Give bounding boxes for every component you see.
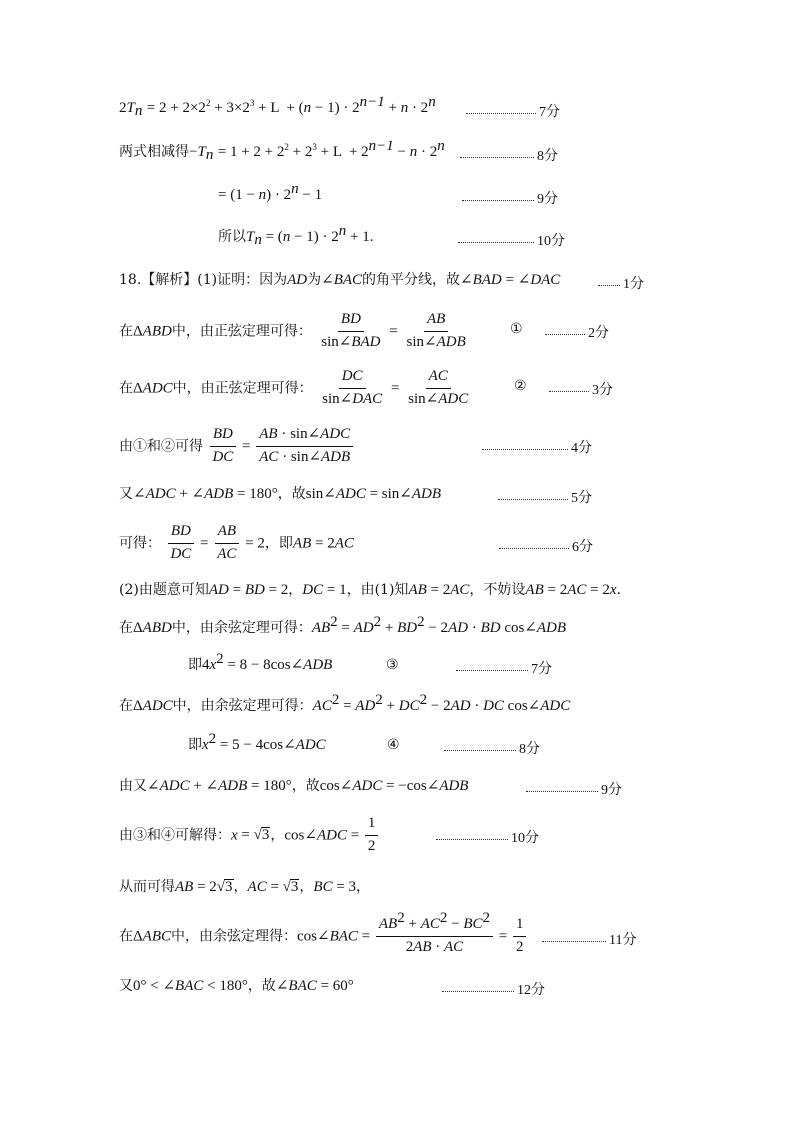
line-text: ，即 [264,535,293,552]
score-marker [462,188,558,208]
line-text: ， [270,827,285,844]
equation-line-7: 在ΔADC中，由正弦定理可得： $\frac{DC}{\text{sin∠DAC}}$ = $\frac{AC}{\text{sin∠ADC}}$ [119,368,469,407]
equation-line-8: 由①和②可得 $\frac{BD}{DC}$ = $\frac{\text{AB · sin∠ADC}}{\text{AC · sin∠ADB}}$ [119,427,355,466]
equation-line-13: 即$4x^2 = 8$ − 8cos∠ADB [188,651,333,673]
equation-line-18: 从而可得AB = 2√3，AC = √3，BC = 3， [119,879,371,895]
line-text: (2)由题意可知 [119,582,209,598]
line-text: 为 [307,272,322,288]
line-text: 由①和②可得 [119,438,203,455]
score-marker [549,379,613,399]
score-label: 5分 [571,491,592,506]
equation-tag-4: ④ [387,737,400,753]
score-marker [444,738,540,758]
score-label: 9分 [537,192,558,207]
score-label: 8分 [519,742,540,757]
score-marker [460,145,558,165]
line-text: 的角平分线，故 [362,272,461,288]
line-text: ，故 [291,778,320,794]
score-label: 7分 [531,662,552,677]
score-marker [598,273,644,293]
score-label: 7分 [539,105,560,120]
equation-line-6: 在ΔABD中，由正弦定理可得： $\frac{BD}{\text{sin∠BAD}}$ = $\frac{AB}{\text{sin∠ADB}}$ [119,311,466,350]
score-marker [499,536,593,556]
equation-line-15: 即$x^2 = 5$ − 4cos∠ADC [188,731,326,753]
score-label: 6分 [572,540,593,555]
score-label: 4分 [571,441,592,456]
equation-line-2: 两式相减得$-T_n = 1 + 2 + 2^2 + 2^3 + L + 2^{n-1} - n \cdot 2^n$ [119,138,445,163]
line-text: 可得： [119,535,161,552]
line-text: 由又 [119,778,147,794]
line-text: 中，由正弦定理可得： [171,323,312,340]
line-text: 又 [119,978,133,994]
equation-line-17: 由③和④可解得：x = √3，cos∠ADC = $\frac{1}{2}$ [119,816,380,855]
score-marker [482,437,592,457]
line-text: ，故 [277,486,306,502]
line-text: ， [233,879,248,895]
score-label: 9分 [601,783,622,798]
score-label: 12分 [517,983,545,998]
line-text: 从而可得 [119,879,175,895]
equation-tag-1: ① [510,321,523,337]
score-marker [526,779,622,799]
score-marker [545,322,609,342]
line-text: ， [299,879,314,895]
score-label: 8分 [537,149,558,164]
line-text: ，故 [247,978,276,994]
score-marker [498,487,592,507]
line-text: 中，由余弦定理可得： [172,698,313,714]
line-text: ，由(1)知 [346,582,409,598]
score-label: 1分 [623,277,644,292]
equation-line-20: 又0° < ∠BAC < 180°，故∠BAC = 60° [119,978,354,994]
line-text: 两式相减得 [119,144,189,160]
line-text: . [616,582,621,598]
score-marker [436,827,539,847]
score-marker [442,979,545,999]
line-text: 中，由余弦定理可得： [171,620,312,636]
equation-line-12: 在ΔABD中，由余弦定理可得：$AB^2 = AD^2 + BD^2 - 2AD$ · BD cos∠ADB [119,614,567,636]
score-label: 10分 [537,234,565,249]
equation-line-16: 由又∠ADC + ∠ADB = 180°，故cos∠ADC = −cos∠ADB [119,778,469,794]
equation-line-19: 在ΔABC中，由余弦定理得：cos∠BAC = $\frac{AB^2 + AC^2 - BC^2}{2AB \cdot AC}$ = $\frac{1}{2}$ [119,917,528,956]
equation-line-11: (2)由题意可知AD = BD = 2，DC = 1，由(1)知AB = 2AC，不妨设AB = 2AC = 2x. [119,582,621,598]
line-text: 在 [119,620,133,636]
equation-line-10: 可得： $\frac{BD}{DC}$ = $\frac{AB}{AC}$ = 2，即AB = 2AC [119,523,354,562]
line-text: 即 [188,737,202,753]
score-marker [458,230,565,250]
line-text: 在 [119,323,133,340]
score-marker [466,101,560,121]
equation-tag-3: ③ [386,657,399,673]
line-text: 又 [119,486,133,502]
equation-line-9: 又∠ADC + ∠ADB = 180°，故sin∠ADC = sin∠ADB [119,486,442,502]
score-label: 11分 [609,933,637,948]
problem-number: 18.【解析】 [119,272,198,288]
line-text: 在 [119,698,133,714]
line-text: 在 [119,928,133,945]
equation-line-4: 所以$T_n = (n - 1) \cdot 2^n + 1$. [218,223,374,248]
equation-line-14: 在ΔADC中，由余弦定理可得：$AC^2 = AD^2 + DC^2 - 2AD$ · DC cos∠ADC [119,692,571,714]
score-label: 3分 [592,383,613,398]
equation-line-3: = $(1 - n) \cdot 2^n - 1$ [218,181,323,203]
line-text: 中，由余弦定理得： [171,928,297,945]
line-text: ， [356,879,371,895]
equation-tag-2: ② [514,378,527,394]
score-label: 2分 [588,326,609,341]
line-text: ，不妨设 [469,582,526,598]
problem-18-heading: 18.【解析】(1)证明：因为AD为∠BAC的角平分线，故∠BAD = ∠DAC [119,272,561,288]
line-text: ， [288,582,303,598]
equation-line-1: $2T_n = 2 + 2\times 2^2 + 3\times 2^3 + L + (n - 1) \cdot 2^{n-1} + n \cdot 2^n$ [119,94,436,119]
line-text: 在 [119,380,133,397]
line-text: 中，由正弦定理可得： [172,380,313,397]
line-text: 由③和④可解得： [119,827,231,844]
line-text: (1)证明：因为 [197,272,288,288]
line-text: 即 [188,657,202,673]
score-marker [542,929,636,949]
line-text: 所以 [218,229,246,245]
score-marker [456,658,552,678]
score-label: 10分 [511,831,539,846]
